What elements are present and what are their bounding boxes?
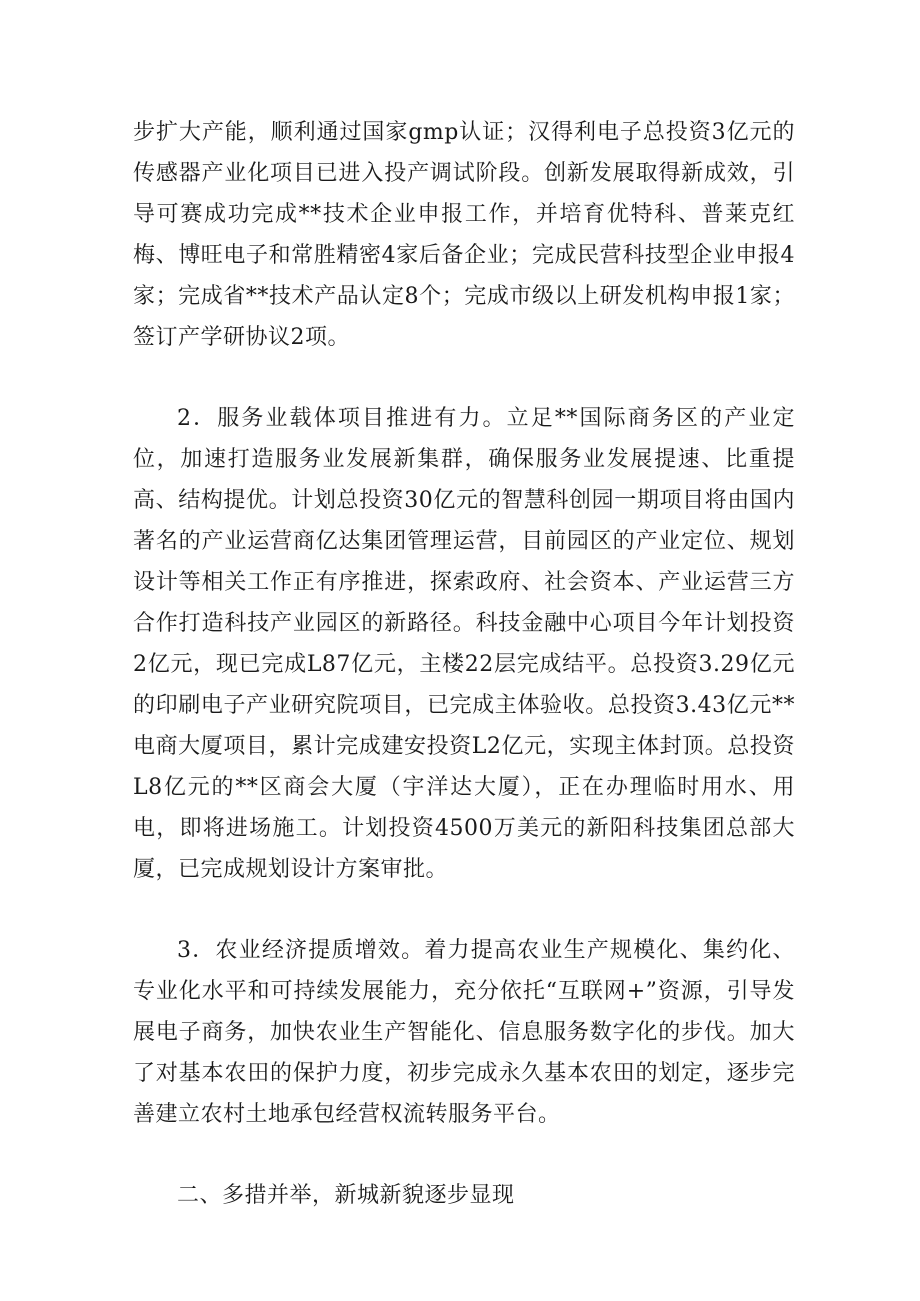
paragraph-continuation: 步扩大产能，顺利通过国家gmp认证；汉得利电子总投资3亿元的传感器产业化项目已进入投产调试阶段。创新发展取得新成效，引导可赛成功完成**技术企业申报工作，并培育优特科、普莱克红梅、博旺电子和常胜精密4家后备企业；完成民营科技型企业申报4家；完成省**技术产品认定8个；完成市级以上研发机构申报1家；签订产学研协议2项。	[133, 120, 795, 350]
paragraph-service-industry: 2．服务业载体项目推进有力。立足**国际商务区的产业定位，加速打造服务业发展新集群，确保服务业发展提速、比重提高、结构提优。计划总投资30亿元的智慧科创园一期项目将由国内著名的产业运营商亿达集团管理运营，目前园区的产业定位、规划设计等相关工作正有序推进，探索政府、社会资本、产业运营三方合作打造科技产业园区的新路径。科技金融中心项目今年计划投资2亿元，现已完成L87亿元，主楼22层完成结平。总投资3.29亿元的印刷电子产业研究院项目，已完成主体验收。总投资3.43亿元**电商大厦项目，累计完成建安投资L2亿元，实现主体封顶。总投资L8亿元的**区商会大厦（宇洋达大厦），正在办理临时用水、用电，即将进场施工。计划投资4500万美元的新阳科技集团总部大厦，已完成规划设计方案审批。	[133, 406, 795, 882]
paragraph-agriculture: 3．农业经济提质增效。着力提高农业生产规模化、集约化、专业化水平和可持续发展能力，充分依托“互联网+”资源，引导发展电子商务，加快农业生产智能化、信息服务数字化的步伐。加大了对基本农田的保护力度，初步完成永久基本农田的划定，逐步完善建立农村土地承包经营权流转服务平台。	[133, 938, 795, 1127]
document-body	[133, 112, 795, 1216]
section-heading: 二、多措并举，新城新貌逐步显现	[177, 1183, 515, 1208]
